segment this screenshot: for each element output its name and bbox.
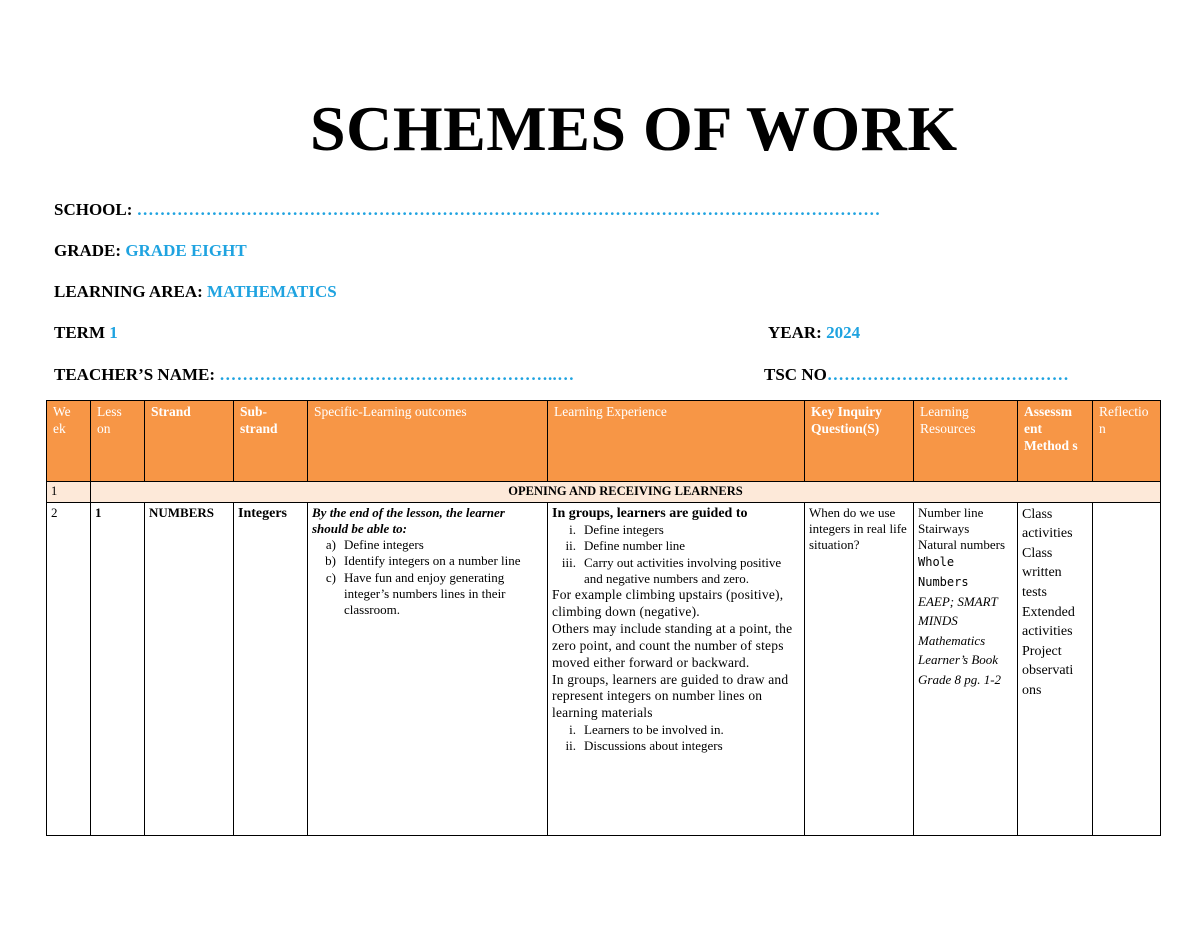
cell-inquiry: When do we use integers in real life situation? xyxy=(805,502,914,835)
tsc-line xyxy=(764,365,1069,385)
cell-week: 2 xyxy=(47,502,91,835)
grade-line xyxy=(54,241,247,261)
cell-assessment: Class activities Class written tests Extended activities Project observati ons xyxy=(1018,502,1093,835)
list-item: iii. Carry out activities involving positive and negative numbers and zero. xyxy=(561,554,782,586)
schemes-table xyxy=(46,400,1161,836)
header-reflection: Reflectio n xyxy=(1093,401,1161,482)
table-row xyxy=(47,482,1161,503)
grade-label: GRADE: xyxy=(54,241,122,260)
header-experience: Learning Experience xyxy=(548,401,805,482)
year-value: 2024 xyxy=(826,323,861,342)
resource-item: Stairways xyxy=(918,520,970,536)
opening-title: OPENING AND RECEIVING LEARNERS xyxy=(91,482,1161,503)
list-item: i. Learners to be involved in. xyxy=(569,722,724,738)
opening-week: 1 xyxy=(47,482,91,503)
outcomes-intro: By the end of the lesson, the learner should be able to: xyxy=(312,504,505,536)
grade-value: GRADE EIGHT xyxy=(125,241,247,260)
header-inquiry: Key Inquiry Question(S) xyxy=(805,401,914,482)
learning-area-value: MATHEMATICS xyxy=(207,282,337,301)
school-label: SCHOOL: xyxy=(54,200,133,219)
school-field: ………………………………………………………………………………………………………………… xyxy=(136,200,881,219)
experience-paragraph: For example climbing upstairs (positive), climbing down (negative). xyxy=(552,587,784,619)
term-line xyxy=(54,323,118,343)
teacher-line xyxy=(54,365,574,385)
list-item: b) Identify integers on a number line xyxy=(325,553,521,569)
header-lesson: Less on xyxy=(91,401,145,482)
term-value: 1 xyxy=(109,323,118,342)
header-strand: Strand xyxy=(145,401,234,482)
cell-sub-strand: Integers xyxy=(234,502,308,835)
header-resources: Learning Resources xyxy=(914,401,1018,482)
school-line xyxy=(54,200,881,220)
learning-area-line xyxy=(54,282,337,302)
list-item: ii. Discussions about integers xyxy=(565,738,723,754)
cell-lesson: 1 xyxy=(91,502,145,835)
resource-item: Number line xyxy=(918,504,984,520)
cell-outcomes xyxy=(308,502,548,835)
experience-intro: In groups, learners are guided to xyxy=(552,505,748,521)
header-week: We ek xyxy=(47,401,91,482)
resource-item: Natural numbers xyxy=(918,537,1006,553)
resource-item: Whole xyxy=(918,555,955,570)
header-assessment: Assessm ent Method s xyxy=(1018,401,1093,482)
list-item: i. Define integers xyxy=(569,522,664,538)
year-label: YEAR: xyxy=(768,323,822,342)
experience-paragraph: In groups, learners are guided to draw and represent integers on number lines on learning materials xyxy=(552,671,789,721)
tsc-label: TSC NO xyxy=(764,365,827,384)
cell-strand: NUMBERS xyxy=(145,502,234,835)
header-sub-strand: Sub- strand xyxy=(234,401,308,482)
year-line xyxy=(768,323,860,343)
cell-resources xyxy=(914,502,1018,835)
resource-item: Numbers xyxy=(918,574,969,589)
learning-area-label: LEARNING AREA: xyxy=(54,282,203,301)
list-item: ii. Define number line xyxy=(565,538,686,554)
header-outcomes: Specific-Learning outcomes xyxy=(308,401,548,482)
table-header-row xyxy=(47,401,1161,482)
teacher-label: TEACHER’S NAME: xyxy=(54,365,216,384)
cell-experience xyxy=(548,502,805,835)
list-item: c) Have fun and enjoy generating integer’s numbers lines in their classroom. xyxy=(325,569,506,618)
experience-paragraph: Others may include standing at a point, the zero point, and count the number of steps moved either forward or backward. xyxy=(552,620,793,670)
term-label: TERM xyxy=(54,323,105,342)
document-title: SCHEMES OF WORK xyxy=(310,93,958,164)
resource-book: EAEP; SMART MINDS Mathematics Learner’s Book Grade 8 pg. 1-2 xyxy=(918,593,1002,687)
cell-reflection xyxy=(1093,502,1161,835)
table-row xyxy=(47,502,1161,835)
list-item: a) Define integers xyxy=(325,537,424,553)
tsc-field: …………………………………… xyxy=(826,365,1070,384)
teacher-field: …………………………………………………..… xyxy=(219,365,575,384)
